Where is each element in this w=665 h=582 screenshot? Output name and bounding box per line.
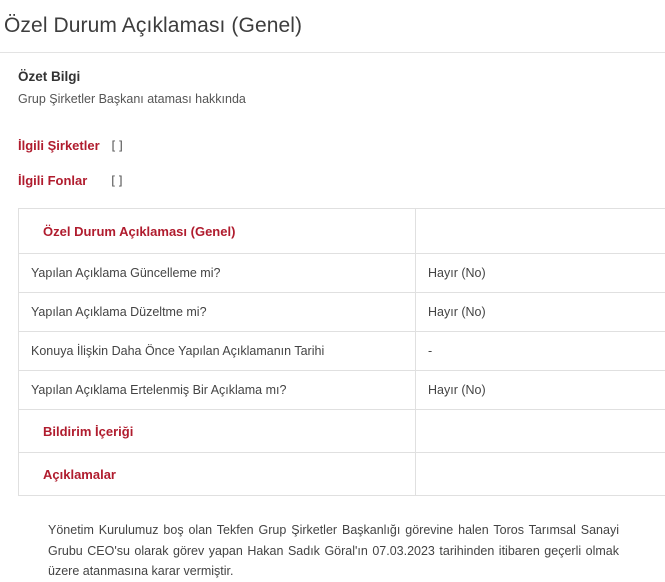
- row-label-previous-date: Konuya İlişkin Daha Önce Yapılan Açıklamanın Tarihi: [19, 332, 416, 371]
- table-row: [19, 254, 665, 293]
- section-explanations-value: [416, 453, 665, 496]
- related-block: [18, 138, 647, 188]
- table-row: [19, 209, 665, 254]
- table-section-title: Özel Durum Açıklaması (Genel): [19, 209, 416, 254]
- page-title: Özel Durum Açıklaması (Genel): [0, 0, 665, 53]
- related-funds-row: [18, 173, 647, 188]
- related-funds-value: []: [109, 173, 124, 188]
- related-companies-label: İlgili Şirketler: [18, 138, 100, 153]
- row-label-update: Yapılan Açıklama Güncelleme mi?: [19, 254, 416, 293]
- section-notice-value: [416, 410, 665, 453]
- table-row: [19, 293, 665, 332]
- disclosure-table: [18, 208, 665, 496]
- related-companies-row: [18, 138, 647, 153]
- table-row: [19, 453, 665, 496]
- disclosure-text: Yönetim Kurulumuz boş olan Tekfen Grup Şirketler Başkanlığı görevine halen Toros Tarımsal Sanayi Grubu CEO'su olarak görev yapan Hakan Sadık Göral'ın 07.03.2023 tarihinden itibaren geçerli olmak üzere atanmasına karar vermiştir.: [18, 496, 647, 582]
- section-explanations-label: Açıklamalar: [19, 453, 416, 496]
- row-value-update: Hayır (No): [416, 254, 665, 293]
- row-value-correction: Hayır (No): [416, 293, 665, 332]
- section-notice-label: Bildirim İçeriği: [19, 410, 416, 453]
- table-row: [19, 410, 665, 453]
- row-value-previous-date: -: [416, 332, 665, 371]
- document-body: [0, 53, 665, 582]
- row-label-correction: Yapılan Açıklama Düzeltme mi?: [19, 293, 416, 332]
- related-funds-label: İlgili Fonlar: [18, 173, 87, 188]
- row-value-postponed: Hayır (No): [416, 371, 665, 410]
- summary-text: Grup Şirketler Başkanı ataması hakkında: [18, 92, 647, 106]
- table-row: [19, 371, 665, 410]
- table-section-title-value: [416, 209, 665, 254]
- table-row: [19, 332, 665, 371]
- related-companies-value: []: [110, 138, 125, 153]
- summary-label: Özet Bilgi: [18, 69, 647, 84]
- row-label-postponed: Yapılan Açıklama Ertelenmiş Bir Açıklama mı?: [19, 371, 416, 410]
